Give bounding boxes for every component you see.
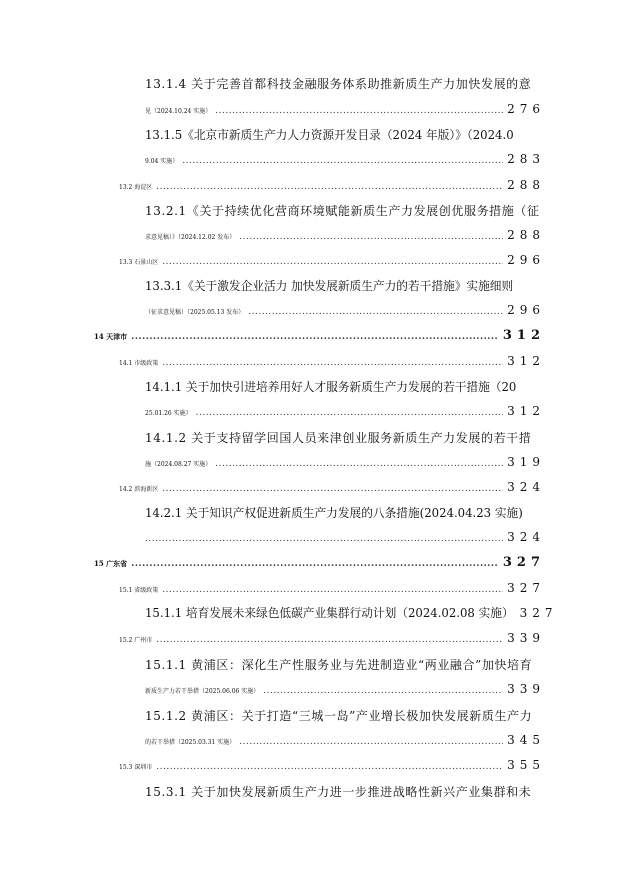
- toc-entry[interactable]: [145, 401, 545, 421]
- leader-dots: [239, 732, 503, 752]
- page-number: 276: [507, 102, 545, 116]
- toc-entry[interactable]: [119, 250, 545, 270]
- leader-dots: [215, 454, 503, 474]
- toc-line: [145, 502, 545, 522]
- leader-dots: [239, 227, 503, 247]
- toc-entry[interactable]: [119, 628, 545, 648]
- leader-dots: [196, 403, 503, 423]
- page-number: 288: [507, 228, 545, 242]
- toc-chapter[interactable]: [94, 553, 545, 573]
- toc-text: 14.2 滨海新区: [119, 486, 159, 493]
- toc-text: 15.1.2 黄浦区：关于打造“三城一岛”产业增长极加快发展新质生产力: [145, 709, 533, 723]
- toc-entry[interactable]: [119, 477, 545, 497]
- page-number: 355: [507, 758, 545, 772]
- toc-line: [145, 73, 540, 93]
- toc-text: 13.3.1《关于激发企业活力 加快发展新质生产力的若干措施》实施细则: [145, 279, 514, 293]
- toc-text: 13.1.5《北京市新质生产力人力资源开发目录（2024 年版）》（2024.0: [145, 128, 514, 142]
- page-number: 339: [507, 631, 545, 645]
- toc-text: （征求意见稿）（2025.05.13 发布）: [145, 309, 245, 316]
- toc-text: 新质生产力若干举措（2025.06.06 实施）: [145, 688, 260, 695]
- leader-dots: [162, 353, 503, 373]
- leader-dots: [156, 630, 503, 650]
- toc-entry[interactable]: [145, 149, 545, 169]
- toc-line: [145, 654, 540, 674]
- toc-text: 15.1.1 培育发展未来绿色低碳产业集群行动计划（2024.02.08 实施）: [145, 606, 514, 620]
- page-number: 283: [507, 152, 545, 166]
- toc-entry[interactable]: [145, 452, 545, 472]
- toc-line: [145, 124, 540, 144]
- toc-entry[interactable]: [145, 603, 565, 623]
- leader-dots: [156, 757, 503, 777]
- toc-text: 13.2 海淀区: [119, 184, 153, 191]
- toc-text: 13.3 石景山区: [119, 259, 159, 266]
- page-number: 324: [507, 480, 545, 494]
- page-number: 312: [507, 404, 545, 418]
- toc-text: 14.2.1 关于知识产权促进新质生产力发展的八条措施(2024.04.23 实施): [145, 506, 523, 520]
- toc-text: 施（2024.08.27 实施）: [145, 461, 212, 468]
- toc-entry[interactable]: [145, 225, 545, 245]
- page-number: 327: [519, 606, 558, 620]
- toc-line: [145, 427, 540, 447]
- toc-line: [145, 705, 540, 725]
- toc-text: 的若干举措（2025.03.31 实施）: [145, 739, 236, 746]
- leader-dots: [162, 252, 503, 272]
- toc-text: 求意见稿）》（2024.12.02 发布）: [145, 234, 236, 241]
- toc-text: 14 天津市: [94, 332, 128, 341]
- toc-entry[interactable]: [119, 755, 545, 775]
- leader-dots: [182, 151, 503, 171]
- toc-entry[interactable]: [145, 679, 545, 699]
- page-number: 324: [507, 530, 545, 544]
- page-number: 319: [507, 455, 545, 469]
- toc-entry[interactable]: [145, 527, 545, 547]
- toc-entry[interactable]: [145, 730, 545, 750]
- toc-text: 25.01.26 实施）: [145, 410, 192, 417]
- toc-text: 9.04 实施）: [145, 158, 179, 165]
- toc-text: 见（2024.10.24 实施）: [145, 108, 212, 115]
- toc-text: 15 广东省: [94, 559, 128, 568]
- leader-dots: [162, 479, 503, 499]
- page-number: 345: [507, 733, 545, 747]
- leader-dots: [156, 177, 503, 197]
- toc-text: 14.1.1 关于加快引进培养用好人才服务新质生产力发展的若干措施（20: [145, 380, 517, 394]
- leader-dots: [215, 101, 503, 121]
- toc-entry[interactable]: [119, 175, 545, 195]
- toc-text: 15.1 省级政策: [119, 587, 159, 594]
- toc-text: 15.2 广州市: [119, 637, 153, 644]
- toc-line: [145, 275, 540, 295]
- leader-dots: [162, 580, 503, 600]
- page-number: 312: [507, 354, 545, 368]
- toc-text: 15.3.1 关于加快发展新质生产力进一步推进战略性新兴产业集群和未: [145, 785, 532, 799]
- toc-chapter[interactable]: [94, 326, 545, 346]
- leader-dots: [131, 554, 499, 574]
- toc-entry[interactable]: [119, 351, 545, 371]
- toc-text: 13.1.4 关于完善首都科技金融服务体系助推新质生产力加快发展的意: [145, 77, 532, 91]
- leader-dots: [248, 302, 503, 322]
- page-number: 339: [507, 682, 545, 696]
- toc-entry[interactable]: [145, 300, 545, 320]
- toc-text: 15.1.1 黄浦区：深化生产性服务业与先进制造业“两业融合”加快培育: [145, 658, 533, 672]
- leader-dots: [145, 529, 503, 549]
- page-number: 327: [502, 555, 545, 570]
- toc-text: 13.2.1《关于持续优化营商环境赋能新质生产力发展创优服务措施（征: [145, 204, 540, 218]
- page-number: 296: [507, 253, 545, 267]
- toc-line: [145, 376, 540, 396]
- leader-dots: [131, 327, 499, 347]
- toc-entry[interactable]: [145, 99, 545, 119]
- toc-text: 14.1.2 关于支持留学回国人员来津创业服务新质生产力发展的若干措: [145, 431, 532, 445]
- page-number: 312: [502, 328, 545, 343]
- toc-text: 14.1 市级政策: [119, 360, 159, 367]
- toc-line: [145, 200, 540, 220]
- leader-dots: [263, 681, 503, 701]
- toc-entry[interactable]: [119, 578, 545, 598]
- page-number: 288: [507, 178, 545, 192]
- page-number: 327: [507, 581, 545, 595]
- toc-text: 15.3 深圳市: [119, 764, 153, 771]
- page-number: 296: [507, 303, 545, 317]
- toc-line: [145, 781, 540, 801]
